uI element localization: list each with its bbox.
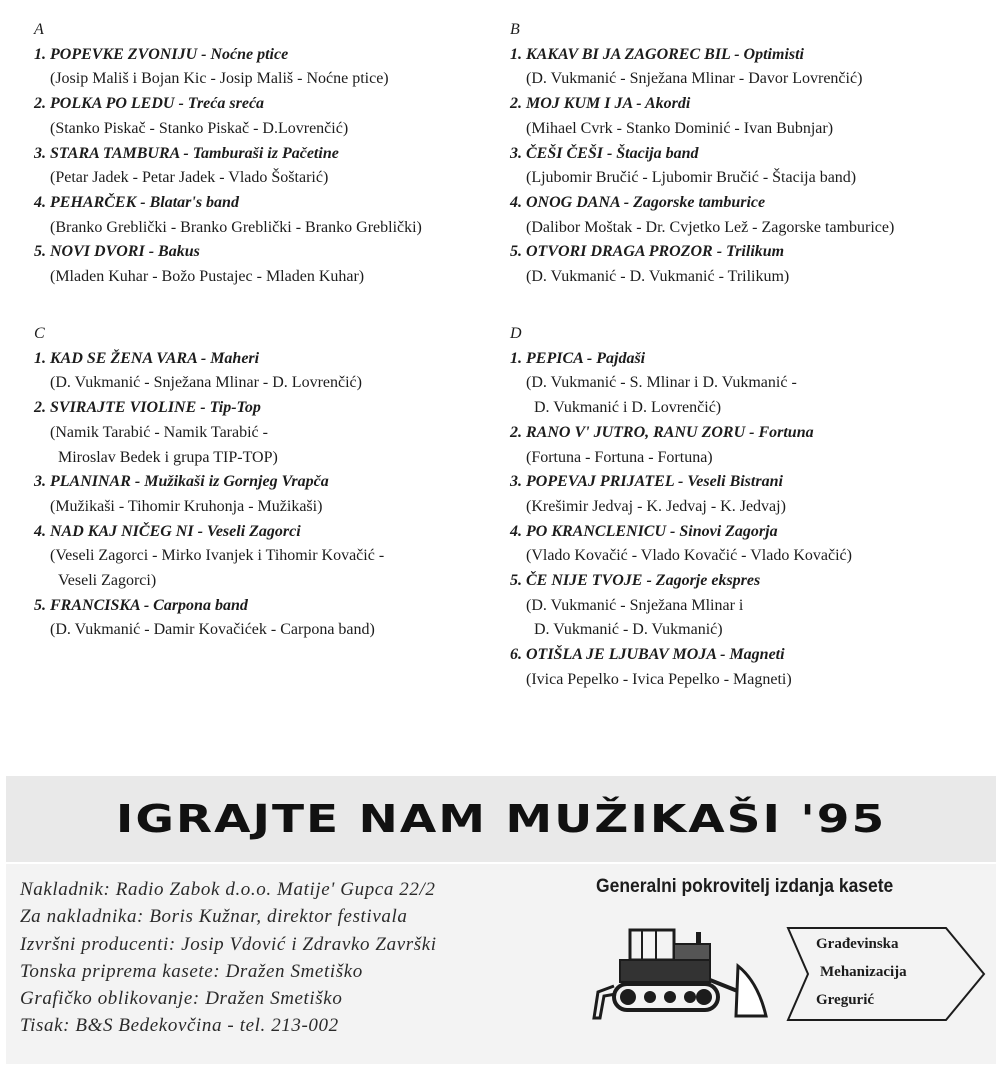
credit-text: (Petar Jadek - Petar Jadek - Vlado Šoštarić) xyxy=(50,169,329,187)
track-credits xyxy=(510,544,852,569)
title-banner xyxy=(6,776,996,862)
credit-text: (Fortuna - Fortuna - Fortuna) xyxy=(526,448,713,466)
track-credits xyxy=(34,618,384,643)
track-title: 5. NOVI DVORI - Bakus xyxy=(34,243,200,261)
credit-text: (Veseli Zagorci - Mirko Ivanjek i Tihomir Kovačić - xyxy=(50,547,385,565)
track-item xyxy=(510,240,894,289)
track-item xyxy=(34,43,422,92)
track-title: 6. OTIŠLA JE LJUBAV MOJA - Magneti xyxy=(510,646,785,664)
credit-line: Grafičko oblikovanje: Dražen Smetiško xyxy=(20,988,343,1010)
credit-text: (Josip Mališ i Bojan Kic - Josip Mališ - Noćne ptice) xyxy=(50,70,389,88)
track-item xyxy=(510,643,852,692)
side-b xyxy=(510,18,894,290)
track-credits xyxy=(34,265,422,290)
credit-text: D. Vukmanić - D. Vukmanić) xyxy=(534,621,723,639)
track-item xyxy=(34,520,384,594)
track-item xyxy=(510,520,852,569)
track-credits xyxy=(34,544,384,593)
credit-text: (D. Vukmanić - Snježana Mlinar - D. Lovrenčić) xyxy=(50,374,362,392)
credit-text: (Mihael Cvrk - Stanko Dominić - Ivan Bubnjar) xyxy=(526,119,834,137)
credit-text: (Vlado Kovačić - Vlado Kovačić - Vlado Kovačić) xyxy=(526,547,852,565)
track-title: 1. POPEVKE ZVONIJU - Noćne ptice xyxy=(34,45,289,63)
track-item xyxy=(34,594,384,643)
credit-line: Izvršni producenti: Josip Vdović i Zdravko Završki xyxy=(20,933,437,955)
track-title: 2. MOJ KUM I JA - Akordi xyxy=(510,95,691,113)
track-credits xyxy=(510,117,894,142)
credit-line: Tisak: B&S Bedekovčina - tel. 213-002 xyxy=(20,1015,339,1037)
credit-text: (D. Vukmanić - Snježana Mlinar - Davor Lovrenčić) xyxy=(526,70,863,88)
credit-line: Tonska priprema kasete: Dražen Smetiško xyxy=(20,960,363,982)
track-title: 2. POLKA PO LEDU - Treća sreća xyxy=(34,95,265,113)
credit-text: Veseli Zagorci) xyxy=(58,572,157,590)
sponsor-line: Mehanizacija xyxy=(820,964,907,980)
track-item xyxy=(510,191,894,240)
track-title: 5. ČE NIJE TVOJE - Zagorje ekspres xyxy=(510,572,761,590)
track-credits xyxy=(510,67,894,92)
credit-line: Nakladnik: Radio Zabok d.o.o. Matije' Gupca 22/2 xyxy=(20,879,436,900)
side-d xyxy=(510,322,852,693)
credit-text: (D. Vukmanić - S. Mlinar i D. Vukmanić - xyxy=(526,374,797,392)
track-title: 1. PEPICA - Pajdaši xyxy=(510,349,646,367)
track-item xyxy=(510,421,852,470)
credit-text: (Namik Tarabić - Namik Tarabić - xyxy=(50,423,268,441)
track-item xyxy=(34,470,384,519)
track-item xyxy=(34,240,422,289)
track-item xyxy=(34,142,422,191)
track-credits xyxy=(510,265,894,290)
side-letter: D xyxy=(510,325,522,342)
track-item xyxy=(510,92,894,141)
track-title: 1. KAD SE ŽENA VARA - Maheri xyxy=(34,349,260,367)
track-credits xyxy=(510,371,852,420)
side-letter: C xyxy=(34,325,45,342)
track-item xyxy=(510,470,852,519)
credit-line: Za nakladnika: Boris Kužnar, direktor festivala xyxy=(20,906,408,928)
production-credits xyxy=(20,876,437,1040)
track-item xyxy=(34,396,384,470)
track-title: 3. ČEŠI ČEŠI - Štacija band xyxy=(510,144,699,162)
credit-text: D. Vukmanić i D. Lovrenčić) xyxy=(534,399,722,417)
side-letter: A xyxy=(34,21,44,38)
banner-title: IGRAJTE NAM MUŽIKAŠI '95 xyxy=(115,796,887,842)
credit-text: (D. Vukmanić - D. Vukmanić - Trilikum) xyxy=(526,268,790,286)
track-credits xyxy=(510,446,852,471)
track-title: 3. PLANINAR - Mužikaši iz Gornjeg Vrapča xyxy=(34,473,329,491)
track-item xyxy=(34,92,422,141)
sponsor-heading: Generalni pokrovitelj izdanja kasete xyxy=(596,876,894,897)
track-credits xyxy=(510,495,852,520)
sponsor-line: Gregurić xyxy=(816,992,875,1008)
track-credits xyxy=(34,117,422,142)
track-title: 5. FRANCISKA - Carpona band xyxy=(34,596,248,614)
track-title: 5. OTVORI DRAGA PROZOR - Trilikum xyxy=(510,243,785,261)
track-credits xyxy=(34,216,422,241)
track-item xyxy=(34,347,384,396)
credit-text: (Branko Greblički - Branko Greblički - Branko Greblički) xyxy=(50,218,422,236)
sponsor-name xyxy=(816,930,907,1014)
track-credits xyxy=(510,594,852,643)
track-title: 2. RANO V' JUTRO, RANU ZORU - Fortuna xyxy=(510,423,814,441)
side-letter: B xyxy=(510,21,520,38)
credit-text: (Ljubomir Bručić - Ljubomir Bručić - Štacija band) xyxy=(526,169,857,187)
track-credits xyxy=(34,67,422,92)
credit-text: (Stanko Piskač - Stanko Piskač - D.Lovrenčić) xyxy=(50,119,349,137)
track-item xyxy=(510,43,894,92)
bulldozer-icon xyxy=(590,922,770,1022)
sponsor-line: Građevinska xyxy=(816,936,899,952)
track-credits xyxy=(34,421,384,470)
track-title: 3. STARA TAMBURA - Tamburaši iz Pačetine xyxy=(34,144,339,162)
credit-text: (Dalibor Moštak - Dr. Cvjetko Lež - Zagorske tamburice) xyxy=(526,218,895,236)
track-title: 2. SVIRAJTE VIOLINE - Tip-Top xyxy=(34,399,261,417)
track-credits xyxy=(510,166,894,191)
track-item xyxy=(510,347,852,421)
track-item xyxy=(34,191,422,240)
credit-text: (Mužikaši - Tihomir Kruhonja - Mužikaši) xyxy=(50,497,323,515)
credit-text: Miroslav Bedek i grupa TIP-TOP) xyxy=(58,448,278,466)
credit-text: (Krešimir Jedvaj - K. Jedvaj - K. Jedvaj) xyxy=(526,497,786,515)
track-credits xyxy=(34,495,384,520)
footer-panel xyxy=(6,864,996,1064)
track-title: 4. PEHARČEK - Blatar's band xyxy=(34,193,239,211)
track-title: 4. ONOG DANA - Zagorske tamburice xyxy=(510,193,766,211)
track-credits xyxy=(34,166,422,191)
track-item xyxy=(510,142,894,191)
side-c xyxy=(34,322,384,643)
track-title: 3. POPEVAJ PRIJATEL - Veseli Bistrani xyxy=(510,473,783,491)
track-credits xyxy=(510,668,852,693)
track-credits xyxy=(510,216,894,241)
credit-text: (Ivica Pepelko - Ivica Pepelko - Magneti) xyxy=(526,670,792,688)
track-title: 4. PO KRANCLENICU - Sinovi Zagorja xyxy=(510,522,778,540)
track-title: 1. KAKAV BI JA ZAGOREC BIL - Optimisti xyxy=(510,45,804,63)
track-item xyxy=(510,569,852,643)
side-a xyxy=(34,18,422,290)
track-title: 4. NAD KAJ NIČEG NI - Veseli Zagorci xyxy=(34,522,301,540)
credit-text: (D. Vukmanić - Damir Kovačićek - Carpona band) xyxy=(50,621,375,639)
credit-text: (D. Vukmanić - Snježana Mlinar i xyxy=(526,596,744,614)
credit-text: (Mladen Kuhar - Božo Pustajec - Mladen Kuhar) xyxy=(50,268,365,286)
track-credits xyxy=(34,371,384,396)
